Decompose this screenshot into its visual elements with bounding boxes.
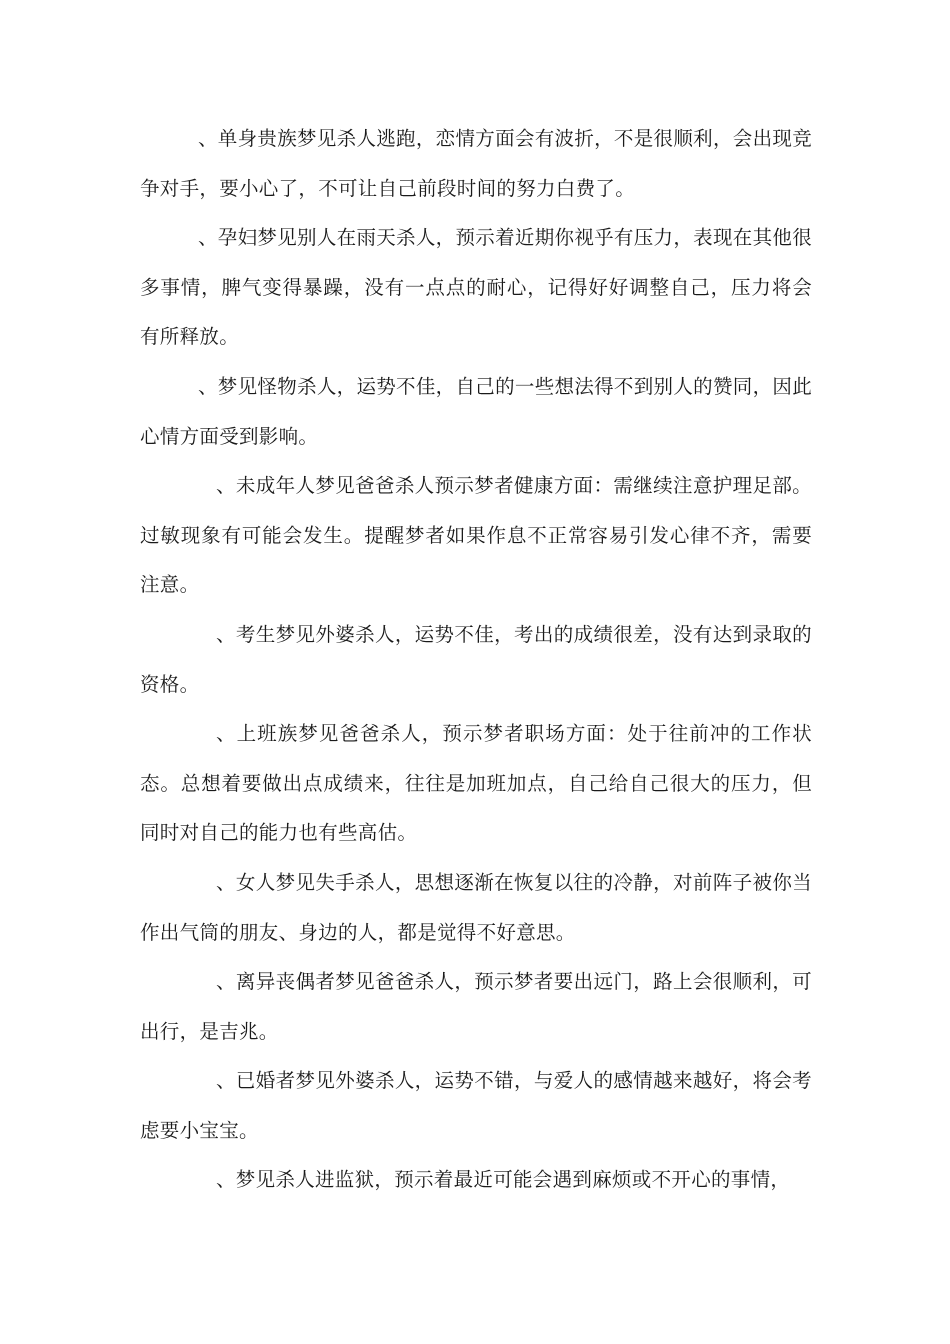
paragraph-2: 、孕妇梦见别人在雨天杀人，预示着近期你视乎有压力，表现在其他很多事情，脾气变得暴躁，没有一点点的耐心，记得好好调整自己，压力将会有所释放。 [140,226,812,349]
paragraph-5: 、考生梦见外婆杀人，运势不佳，考出的成绩很差，没有达到录取的资格。 [140,622,812,696]
paragraph-4: 、未成年人梦见爸爸杀人预示梦者健康方面：需继续注意护理足部。过敏现象有可能会发生。提醒梦者如果作息不正常容易引发心律不齐，需要注意。 [140,474,812,597]
body-text [140,114,812,1205]
paragraph-9: 、已婚者梦见外婆杀人，运势不错，与爱人的感情越来越好，将会考虑要小宝宝。 [140,1069,812,1142]
paragraph-8: 、离异丧偶者梦见爸爸杀人，预示梦者要出远门，路上会很顺利，可出行，是吉兆。 [140,970,812,1043]
paragraph-7: 、女人梦见失手杀人，思想逐渐在恢复以往的冷静，对前阵子被你当作出气筒的朋友、身边的人，都是觉得不好意思。 [140,870,812,944]
paragraph-6: 、上班族梦见爸爸杀人，预示梦者职场方面：处于往前冲的工作状态。总想着要做出点成绩来，往往是加班加点，自己给自己很大的压力，但同时对自己的能力也有些高估。 [140,722,812,845]
paragraph-10: 、梦见杀人进监狱，预示着最近可能会遇到麻烦或不开心的事情， [216,1168,791,1192]
paragraph-3: 、梦见怪物杀人，运势不佳，自己的一些想法得不到别人的赞同，因此心情方面受到影响。 [140,374,812,448]
paragraph-1: 、单身贵族梦见杀人逃跑，恋情方面会有波折，不是很顺利，会出现竞争对手，要小心了，不可让自己前段时间的努力白费了。 [140,127,812,200]
